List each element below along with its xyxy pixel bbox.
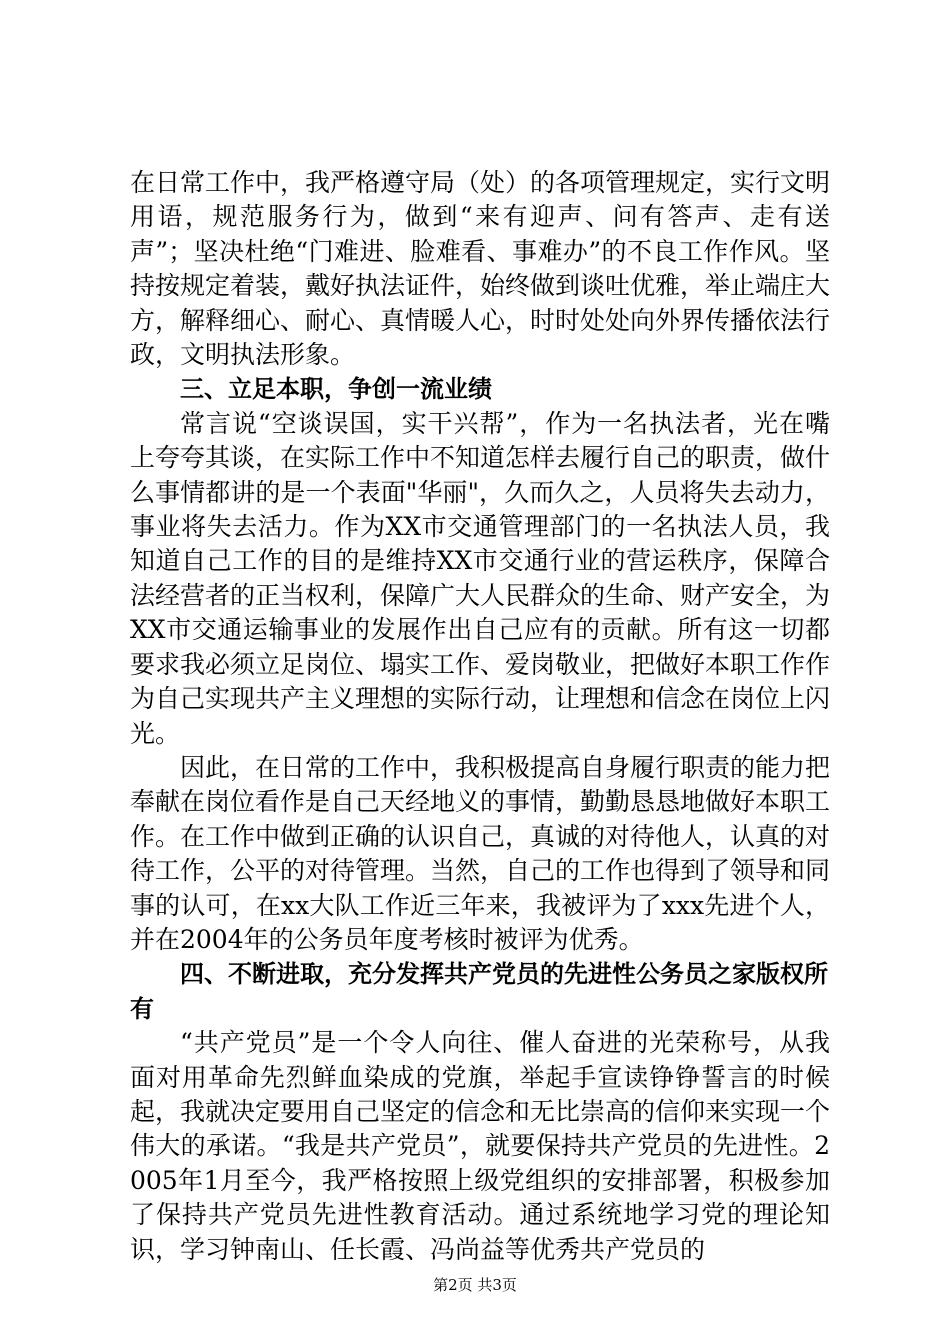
section-heading-three: 三、立足本职，争创一流业绩 <box>180 375 492 404</box>
document-body <box>130 166 830 1267</box>
paragraph-dedication: 因此，在日常的工作中，我积极提高自身履行职责的能力把奉献在岗位看作是自己天经地义的事情，勤勤恳恳地做好本职工作。在工作中做到正确的认识自己，真诚的对待他人，认真的对待工作，公平的对待管理。当然，自己的工作也得到了领导和同事的认可，在xx大队工作近三年来，我被评为了xxx先进个人，并在2004年的公务员年度考核时被评为优秀。 <box>130 752 831 954</box>
paragraph-duty: 常言说“空谈误国，实干兴帮”，作为一名执法者，光在嘴上夸夸其谈，在实际工作中不知道怎样去履行自己的职责，做什么事情都讲的是一个表面"华丽"，久而久之，人员将失去动力，事业将失去活力。作为XX市交通管理部门的一名执法人员，我知道自己工作的目的是维持XX市交通行业的营运秩序，保障合法经营者的正当权利，保障广大人民群众的生命、财产安全，为XX市交通运输事业的发展作出自己应有的贡献。所有这一切都要求我必须立足岗位、塌实工作、爱岗敬业，把做好本职工作作为自己实现共产主义理想的实际行动，让理想和信念在岗位上闪光。 <box>130 408 831 748</box>
section-heading-four: 四、不断进取，充分发挥共产党员的先进性公务员之家版权所有 <box>130 960 828 1023</box>
paragraph-party-member: “共产党员”是一个令人向往、催人奋进的光荣称号，从我面对用革命先烈鲜血染成的党旗，举起手宣读铮铮誓言的时候起，我就决定要用自己坚定的信念和无比崇高的信仰来实现一个伟大的承诺。“我是共产党员”，就要保持共产党员的先进性。2005年1月至今，我严格按照上级党组织的安排部署，积极参加了保持共产党员先进性教育活动。通过系统地学习党的理论知识，学习钟南山、任长霞、冯尚益等优秀共产党员的 <box>130 1028 831 1264</box>
paragraph-conduct: 在日常工作中，我严格遵守局（处）的各项管理规定，实行文明用语，规范服务行为，做到“来有迎声、问有答声、走有送声”；坚决杜绝“门难进、脸难看、事难办”的不良工作作风。坚持按规定着装，戴好执法证件，始终做到谈吐优雅，举止端庄大方，解释细心、耐心、真情暖人心，时时处处向外界传播依法行政，文明执法形象。 <box>130 168 831 370</box>
page-footer: 第2页 共3页 <box>433 1276 517 1294</box>
